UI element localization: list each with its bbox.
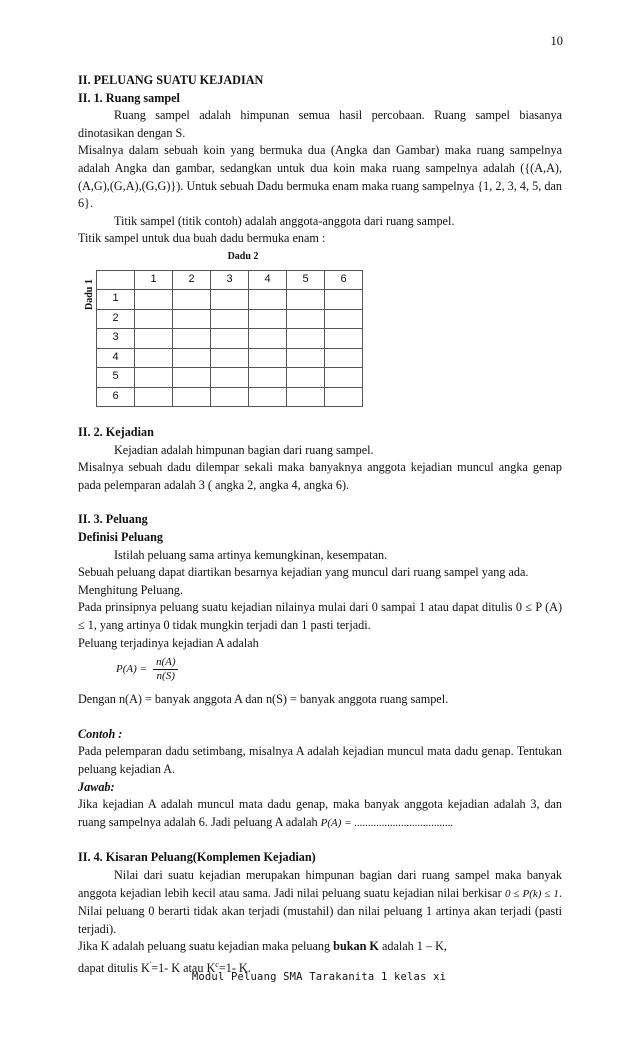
dice-empty-cell <box>325 387 363 407</box>
dice-empty-cell <box>211 290 249 310</box>
dice-row <box>97 348 363 368</box>
complement-mark: c <box>215 959 219 969</box>
dice-empty-cell <box>211 368 249 388</box>
dice-empty-cell <box>249 387 287 407</box>
heading-kisaran: II. 4. Kisaran Peluang(Komplemen Kejadian) <box>78 850 316 865</box>
dice-col-header: 4 <box>249 270 287 290</box>
formula-numerator: n(A) <box>153 656 179 670</box>
dice-empty-cell <box>211 348 249 368</box>
dice1-label: Dadu 1 <box>84 279 95 310</box>
answer-blank: P(A) = .................................... <box>320 816 454 829</box>
dice-empty-cell <box>287 290 325 310</box>
paragraph: Istilah peluang sama artinya kemungkinan, kesempatan. <box>114 547 388 562</box>
paragraph: Titik sampel untuk dua buah dadu bermuka enam : <box>78 231 326 246</box>
dice-row <box>97 387 363 407</box>
answer-sentence: Jika kejadian A adalah muncul mata dadu genap, maka banyak anggota kejadian adalah 3, dan ruang sampelnya adalah 6. Jadi peluang A adalah <box>78 797 562 829</box>
probability-formula <box>116 656 562 683</box>
range-explanation: . Nilai peluang 0 berarti tidak akan terjadi (mustahil) dan nilai peluang 1 artinya akan terjadi (pasti terjadi). <box>78 885 562 936</box>
dice-empty-cell <box>287 368 325 388</box>
dice-empty-cell <box>173 290 211 310</box>
dice-corner-cell <box>97 270 135 290</box>
dice-table <box>96 270 363 408</box>
dice-empty-cell <box>249 329 287 349</box>
formula-text: =1- K. <box>218 960 251 975</box>
dice-col-header: 6 <box>325 270 363 290</box>
dice-row <box>97 290 363 310</box>
dice-row-header: 6 <box>97 387 135 407</box>
paragraph: Kejadian adalah himpunan bagian dari ruang sampel. <box>114 442 374 457</box>
paragraph: Dengan n(A) = banyak anggota A dan n(S) = banyak anggota ruang sampel. <box>78 692 449 707</box>
paragraph: Titik sampel (titik contoh) adalah anggota-anggota dari ruang sampel. <box>114 213 455 228</box>
dice-col-header: 1 <box>135 270 173 290</box>
dice2-label: Dadu 2 <box>227 250 259 262</box>
dice-empty-cell <box>325 348 363 368</box>
dice-empty-cell <box>135 290 173 310</box>
dice-empty-cell <box>135 387 173 407</box>
dice-row-header: 1 <box>97 290 135 310</box>
example-text: Pada pelemparan dadu setimbang, misalnya A adalah kejadian muncul mata dadu genap. Tentukan peluang kejadian A. <box>78 744 562 776</box>
dice-empty-cell <box>135 368 173 388</box>
heading-ruang-sampel: II. 1. Ruang sampel <box>78 90 180 105</box>
dice-empty-cell <box>211 309 249 329</box>
complement-text: Jika K adalah peluang suatu kejadian maka peluang <box>78 939 334 954</box>
dice-col-header: 2 <box>173 270 211 290</box>
dice-col-header: 5 <box>287 270 325 290</box>
dice-empty-cell <box>249 290 287 310</box>
heading-peluang: II. 3. Peluang <box>78 512 148 527</box>
dice-empty-cell <box>135 309 173 329</box>
dice-empty-cell <box>211 329 249 349</box>
dice-empty-cell <box>249 309 287 329</box>
formula-denominator: n(S) <box>156 670 175 683</box>
example-label: Contoh : <box>78 726 123 741</box>
dice-empty-cell <box>173 348 211 368</box>
dice-empty-cell <box>325 368 363 388</box>
complement-bold: bukan K <box>333 939 379 954</box>
formula-text: =1- K atau K <box>151 960 216 975</box>
dice-header-row <box>97 270 363 290</box>
dice-empty-cell <box>173 368 211 388</box>
dice-empty-cell <box>135 348 173 368</box>
dice-empty-cell <box>325 290 363 310</box>
dice-empty-cell <box>173 329 211 349</box>
dice-row-header: 3 <box>97 329 135 349</box>
dice-empty-cell <box>287 309 325 329</box>
dice-col-header: 3 <box>211 270 249 290</box>
dice-empty-cell <box>287 387 325 407</box>
dice-empty-cell <box>287 329 325 349</box>
dice-row-header: 4 <box>97 348 135 368</box>
dice-table-figure <box>84 248 364 407</box>
prime-mark: ' <box>149 959 152 969</box>
answer-label: Jawab: <box>78 779 115 794</box>
paragraph: Misalnya dalam sebuah koin yang bermuka dua (Angka dan Gambar) maka ruang sampelnya adalah Angka dan gambar, sedangkan untuk dua koin maka ruang sampelnya adalah ({(A,A),(A,G),(G,A),(G,G)}). Untuk sebuah Dadu bermuka enam maka ruang sampelnya {1, 2, 3, 4, 5, dan 6}. <box>78 143 562 211</box>
dice-empty-cell <box>173 309 211 329</box>
page-number: 10 <box>550 34 563 48</box>
range-intro: Nilai dari suatu kejadian merupakan himpunan bagian dari ruang sampel maka banyak anggota kejadian lebih kecil atau sama. Jadi nilai peluang suatu kejadian nilai berkisar <box>78 867 562 900</box>
dice-row <box>97 309 363 329</box>
dice-empty-cell <box>325 309 363 329</box>
dice-row-header: 2 <box>97 309 135 329</box>
dice-empty-cell <box>211 387 249 407</box>
dice-empty-cell <box>135 329 173 349</box>
paragraph: Ruang sampel adalah himpunan semua hasil percobaan. Ruang sampel biasanya dinotasikan dengan S. <box>78 108 562 140</box>
dice-empty-cell <box>249 348 287 368</box>
paragraph: Menghitung Peluang. <box>78 582 183 597</box>
paragraph: Sebuah peluang dapat diartikan besarnya kejadian yang muncul dari ruang sampel yang ada. <box>78 565 529 580</box>
formula-lhs: P(A) = <box>116 662 147 675</box>
formula-fraction <box>153 656 179 683</box>
dice-empty-cell <box>325 329 363 349</box>
dice-empty-cell <box>173 387 211 407</box>
heading-kejadian: II. 2. Kejadian <box>78 425 154 440</box>
paragraph: Pada prinsipnya peluang suatu kejadian nilainya mulai dari 0 sampai 1 atau dapat ditulis 0 ≤ P (A) ≤ 1, yang artinya 0 tidak mungkin terjadi dan 1 pasti terjadi. <box>78 600 562 632</box>
complement-text-end: adalah 1 – K, <box>378 939 447 954</box>
section-title: II. PELUANG SUATU KEJADIAN <box>78 73 264 87</box>
dice-row <box>97 368 363 388</box>
answer-text <box>78 796 562 832</box>
range-expression: 0 ≤ P(k) ≤ 1 <box>504 887 559 900</box>
paragraph: Peluang terjadinya kejadian A adalah <box>78 635 259 650</box>
dice-empty-cell <box>249 368 287 388</box>
dice-row <box>97 329 363 349</box>
document-body <box>78 72 562 978</box>
footer: Modul Peluang SMA Tarakanita 1 kelas xi <box>191 971 447 983</box>
dice-empty-cell <box>287 348 325 368</box>
paragraph <box>78 938 562 956</box>
formula-text: dapat ditulis K <box>78 960 150 975</box>
paragraph: Misalnya sebuah dadu dilempar sekali maka banyaknya anggota kejadian muncul angka genap pada pelemparan adalah 3 ( angka 2, angka 4, angka 6). <box>78 460 562 492</box>
paragraph <box>78 867 562 938</box>
dice-row-header: 5 <box>97 368 135 388</box>
subheading-definisi: Definisi Peluang <box>78 530 163 544</box>
